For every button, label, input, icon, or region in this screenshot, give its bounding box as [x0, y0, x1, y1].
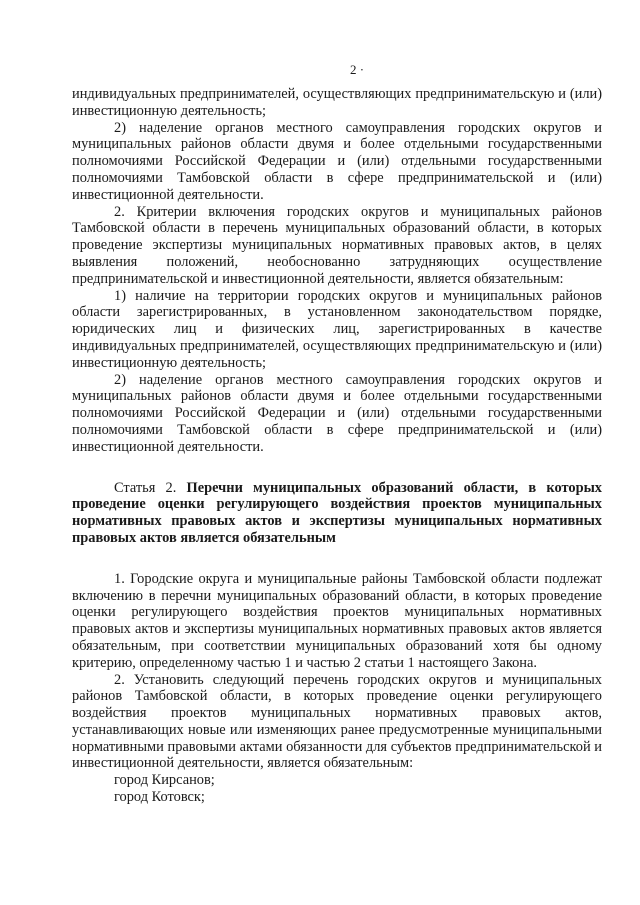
article-2-heading — [72, 480, 602, 547]
paragraph-continuation: индивидуальных предпринимателей, осуществляющих предпринимательскую и (или) инвестиционную деятельность; — [72, 86, 602, 119]
paragraph-item-2: 2) наделение органов местного самоуправления городских округов и муниципальных районов области двумя и более отдельными государственными полномочиями Российской Федерации и (или) отдельными государственными полномочиями Тамбовской области в сфере предпринимательской и (или) инвестиционной деятельности. — [72, 119, 602, 203]
document-body — [72, 86, 602, 806]
list-item-kotovsk: город Котовск; — [114, 789, 205, 806]
article-2-paragraph-1: 1. Городские округа и муниципальные районы Тамбовской области подлежат включению в перечни муниципальных образований области, в которых проведение оценки регулирующего воздействия проектов муниципальных нормативных правовых актов и экспертизы муниципальных нормативных правовых актов является обязательным, при соответствии муниципальных образований хотя бы одному критерию, определенному частью 1 и частью 2 статьи 1 настоящего Закона. — [72, 570, 602, 671]
page-number: 2 · — [350, 62, 365, 77]
article-2-paragraph-2: 2. Установить следующий перечень городских округов и муниципальных районов Тамбовской области, в которых проведение оценки регулирующего воздействия проектов муниципальных нормативных правовых актов, устанавливающих новые или изменяющих ранее предусмотренные муниципальными нормативными правовыми актами обязанности для субъектов предпринимательской и инвестиционной деятельности, является обязательным: — [72, 671, 602, 772]
article-2-title: Перечни муниципальных образований области, в которых проведение оценки регулирующего воздействия проектов муниципальных нормативных правовых актов и экспертизы муниципальных нормативных правовых актов является обязательным — [72, 479, 602, 546]
article-2-number: Статья 2. — [114, 479, 177, 496]
paragraph-criterion-2: 2) наделение органов местного самоуправления городских округов и муниципальных районов области двумя и более отдельными государственными полномочиями Российской Федерации и (или) отдельными государственными полномочиями Тамбовской области в сфере предпринимательской и (или) инвестиционной деятельности. — [72, 371, 602, 455]
paragraph-criterion-1: 1) наличие на территории городских округов и муниципальных районов области зарегистрированных, в установленном законодательством порядке, юридических лиц и физических лиц, зарегистрированных в качестве индивидуальных предпринимателей, осуществляющих предпринимательскую и (или) инвестиционную деятельность; — [72, 287, 602, 371]
list-item-kirsanov: город Кирсанов; — [114, 772, 215, 789]
paragraph-part-2: 2. Критерии включения городских округов и муниципальных районов Тамбовской области в перечень муниципальных образований области, в которых проведение экспертизы муниципальных нормативных правовых актов, в целях выявления положений, необоснованно затрудняющих осуществление предпринимательской и инвестиционной деятельности, является обязательным: — [72, 203, 602, 287]
